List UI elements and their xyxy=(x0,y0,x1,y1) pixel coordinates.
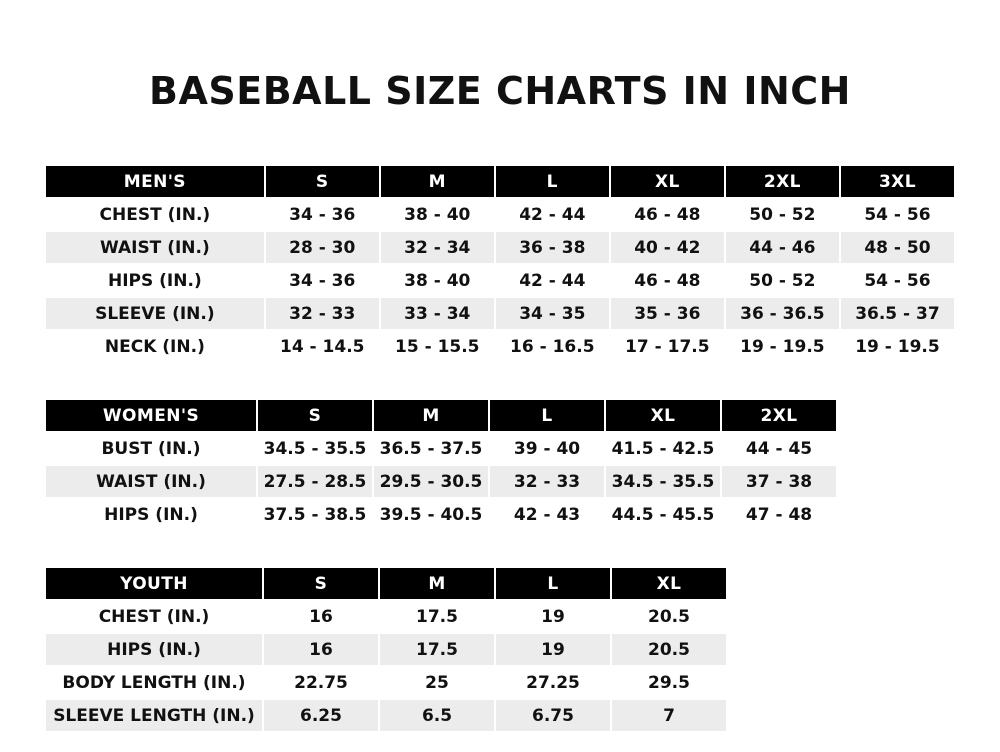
cell: 34 - 36 xyxy=(265,198,380,231)
mens-col-header-3xl: 3XL xyxy=(840,165,955,198)
table-header-row xyxy=(45,399,837,432)
cell: 34 - 35 xyxy=(495,297,610,330)
cell: 54 - 56 xyxy=(840,198,955,231)
cell: 41.5 - 42.5 xyxy=(605,432,721,465)
row-label: HIPS (IN.) xyxy=(45,264,265,297)
cell: 17 - 17.5 xyxy=(610,330,725,363)
row-label: BODY LENGTH (IN.) xyxy=(45,666,263,699)
cell: 44.5 - 45.5 xyxy=(605,498,721,531)
womens-col-header-2xl: 2XL xyxy=(721,399,837,432)
table-row xyxy=(45,699,727,732)
cell: 22.75 xyxy=(263,666,379,699)
row-label: HIPS (IN.) xyxy=(45,633,263,666)
mens-col-header-xl: XL xyxy=(610,165,725,198)
row-label: BUST (IN.) xyxy=(45,432,257,465)
cell: 34.5 - 35.5 xyxy=(257,432,373,465)
table-row xyxy=(45,330,955,363)
cell: 17.5 xyxy=(379,633,495,666)
cell: 20.5 xyxy=(611,600,727,633)
size-tables-container xyxy=(0,164,1000,733)
cell: 29.5 - 30.5 xyxy=(373,465,489,498)
cell: 6.75 xyxy=(495,699,611,732)
cell: 19 xyxy=(495,600,611,633)
cell: 17.5 xyxy=(379,600,495,633)
mens-col-header-l: L xyxy=(495,165,610,198)
cell: 50 - 52 xyxy=(725,198,840,231)
cell: 19 - 19.5 xyxy=(840,330,955,363)
mens-col-header-m: M xyxy=(380,165,495,198)
womens-col-header-s: S xyxy=(257,399,373,432)
table-row xyxy=(45,198,955,231)
cell: 34 - 36 xyxy=(265,264,380,297)
table-row xyxy=(45,498,837,531)
youth-col-header-s: S xyxy=(263,567,379,600)
row-label: CHEST (IN.) xyxy=(45,600,263,633)
cell: 37.5 - 38.5 xyxy=(257,498,373,531)
row-label: WAIST (IN.) xyxy=(45,465,257,498)
cell: 38 - 40 xyxy=(380,264,495,297)
cell: 38 - 40 xyxy=(380,198,495,231)
cell: 28 - 30 xyxy=(265,231,380,264)
womens-size-table xyxy=(44,398,838,532)
cell: 39 - 40 xyxy=(489,432,605,465)
womens-col-header-l: L xyxy=(489,399,605,432)
page-title: BASEBALL SIZE CHARTS IN INCH xyxy=(149,69,851,113)
table-row xyxy=(45,465,837,498)
cell: 14 - 14.5 xyxy=(265,330,380,363)
cell: 39.5 - 40.5 xyxy=(373,498,489,531)
cell: 37 - 38 xyxy=(721,465,837,498)
cell: 47 - 48 xyxy=(721,498,837,531)
youth-size-table xyxy=(44,566,728,733)
cell: 7 xyxy=(611,699,727,732)
cell: 46 - 48 xyxy=(610,198,725,231)
cell: 32 - 34 xyxy=(380,231,495,264)
cell: 34.5 - 35.5 xyxy=(605,465,721,498)
cell: 48 - 50 xyxy=(840,231,955,264)
cell: 46 - 48 xyxy=(610,264,725,297)
cell: 27.5 - 28.5 xyxy=(257,465,373,498)
womens-category-header: WOMEN'S xyxy=(45,399,257,432)
youth-category-header: YOUTH xyxy=(45,567,263,600)
mens-size-table xyxy=(44,164,956,364)
cell: 16 - 16.5 xyxy=(495,330,610,363)
cell: 44 - 46 xyxy=(725,231,840,264)
womens-col-header-m: M xyxy=(373,399,489,432)
cell: 33 - 34 xyxy=(380,297,495,330)
cell: 50 - 52 xyxy=(725,264,840,297)
womens-col-header-xl: XL xyxy=(605,399,721,432)
cell: 25 xyxy=(379,666,495,699)
cell: 42 - 44 xyxy=(495,198,610,231)
cell: 6.5 xyxy=(379,699,495,732)
cell: 35 - 36 xyxy=(610,297,725,330)
cell: 27.25 xyxy=(495,666,611,699)
mens-col-header-2xl: 2XL xyxy=(725,165,840,198)
row-label: HIPS (IN.) xyxy=(45,498,257,531)
table-row xyxy=(45,297,955,330)
cell: 36 - 36.5 xyxy=(725,297,840,330)
cell: 44 - 45 xyxy=(721,432,837,465)
youth-col-header-m: M xyxy=(379,567,495,600)
cell: 16 xyxy=(263,600,379,633)
cell: 54 - 56 xyxy=(840,264,955,297)
mens-col-header-s: S xyxy=(265,165,380,198)
table-row xyxy=(45,432,837,465)
row-label: WAIST (IN.) xyxy=(45,231,265,264)
cell: 6.25 xyxy=(263,699,379,732)
cell: 36.5 - 37 xyxy=(840,297,955,330)
table-row xyxy=(45,231,955,264)
cell: 16 xyxy=(263,633,379,666)
row-label: SLEEVE LENGTH (IN.) xyxy=(45,699,263,732)
youth-col-header-xl: XL xyxy=(611,567,727,600)
row-label: SLEEVE (IN.) xyxy=(45,297,265,330)
cell: 19 xyxy=(495,633,611,666)
cell: 42 - 43 xyxy=(489,498,605,531)
cell: 19 - 19.5 xyxy=(725,330,840,363)
row-label: CHEST (IN.) xyxy=(45,198,265,231)
table-row xyxy=(45,600,727,633)
table-row xyxy=(45,666,727,699)
cell: 29.5 xyxy=(611,666,727,699)
cell: 42 - 44 xyxy=(495,264,610,297)
cell: 20.5 xyxy=(611,633,727,666)
table-row xyxy=(45,633,727,666)
table-header-row xyxy=(45,165,955,198)
table-row xyxy=(45,264,955,297)
youth-col-header-l: L xyxy=(495,567,611,600)
table-header-row xyxy=(45,567,727,600)
cell: 15 - 15.5 xyxy=(380,330,495,363)
mens-category-header: MEN'S xyxy=(45,165,265,198)
cell: 36 - 38 xyxy=(495,231,610,264)
cell: 36.5 - 37.5 xyxy=(373,432,489,465)
cell: 32 - 33 xyxy=(265,297,380,330)
cell: 40 - 42 xyxy=(610,231,725,264)
cell: 32 - 33 xyxy=(489,465,605,498)
row-label: NECK (IN.) xyxy=(45,330,265,363)
